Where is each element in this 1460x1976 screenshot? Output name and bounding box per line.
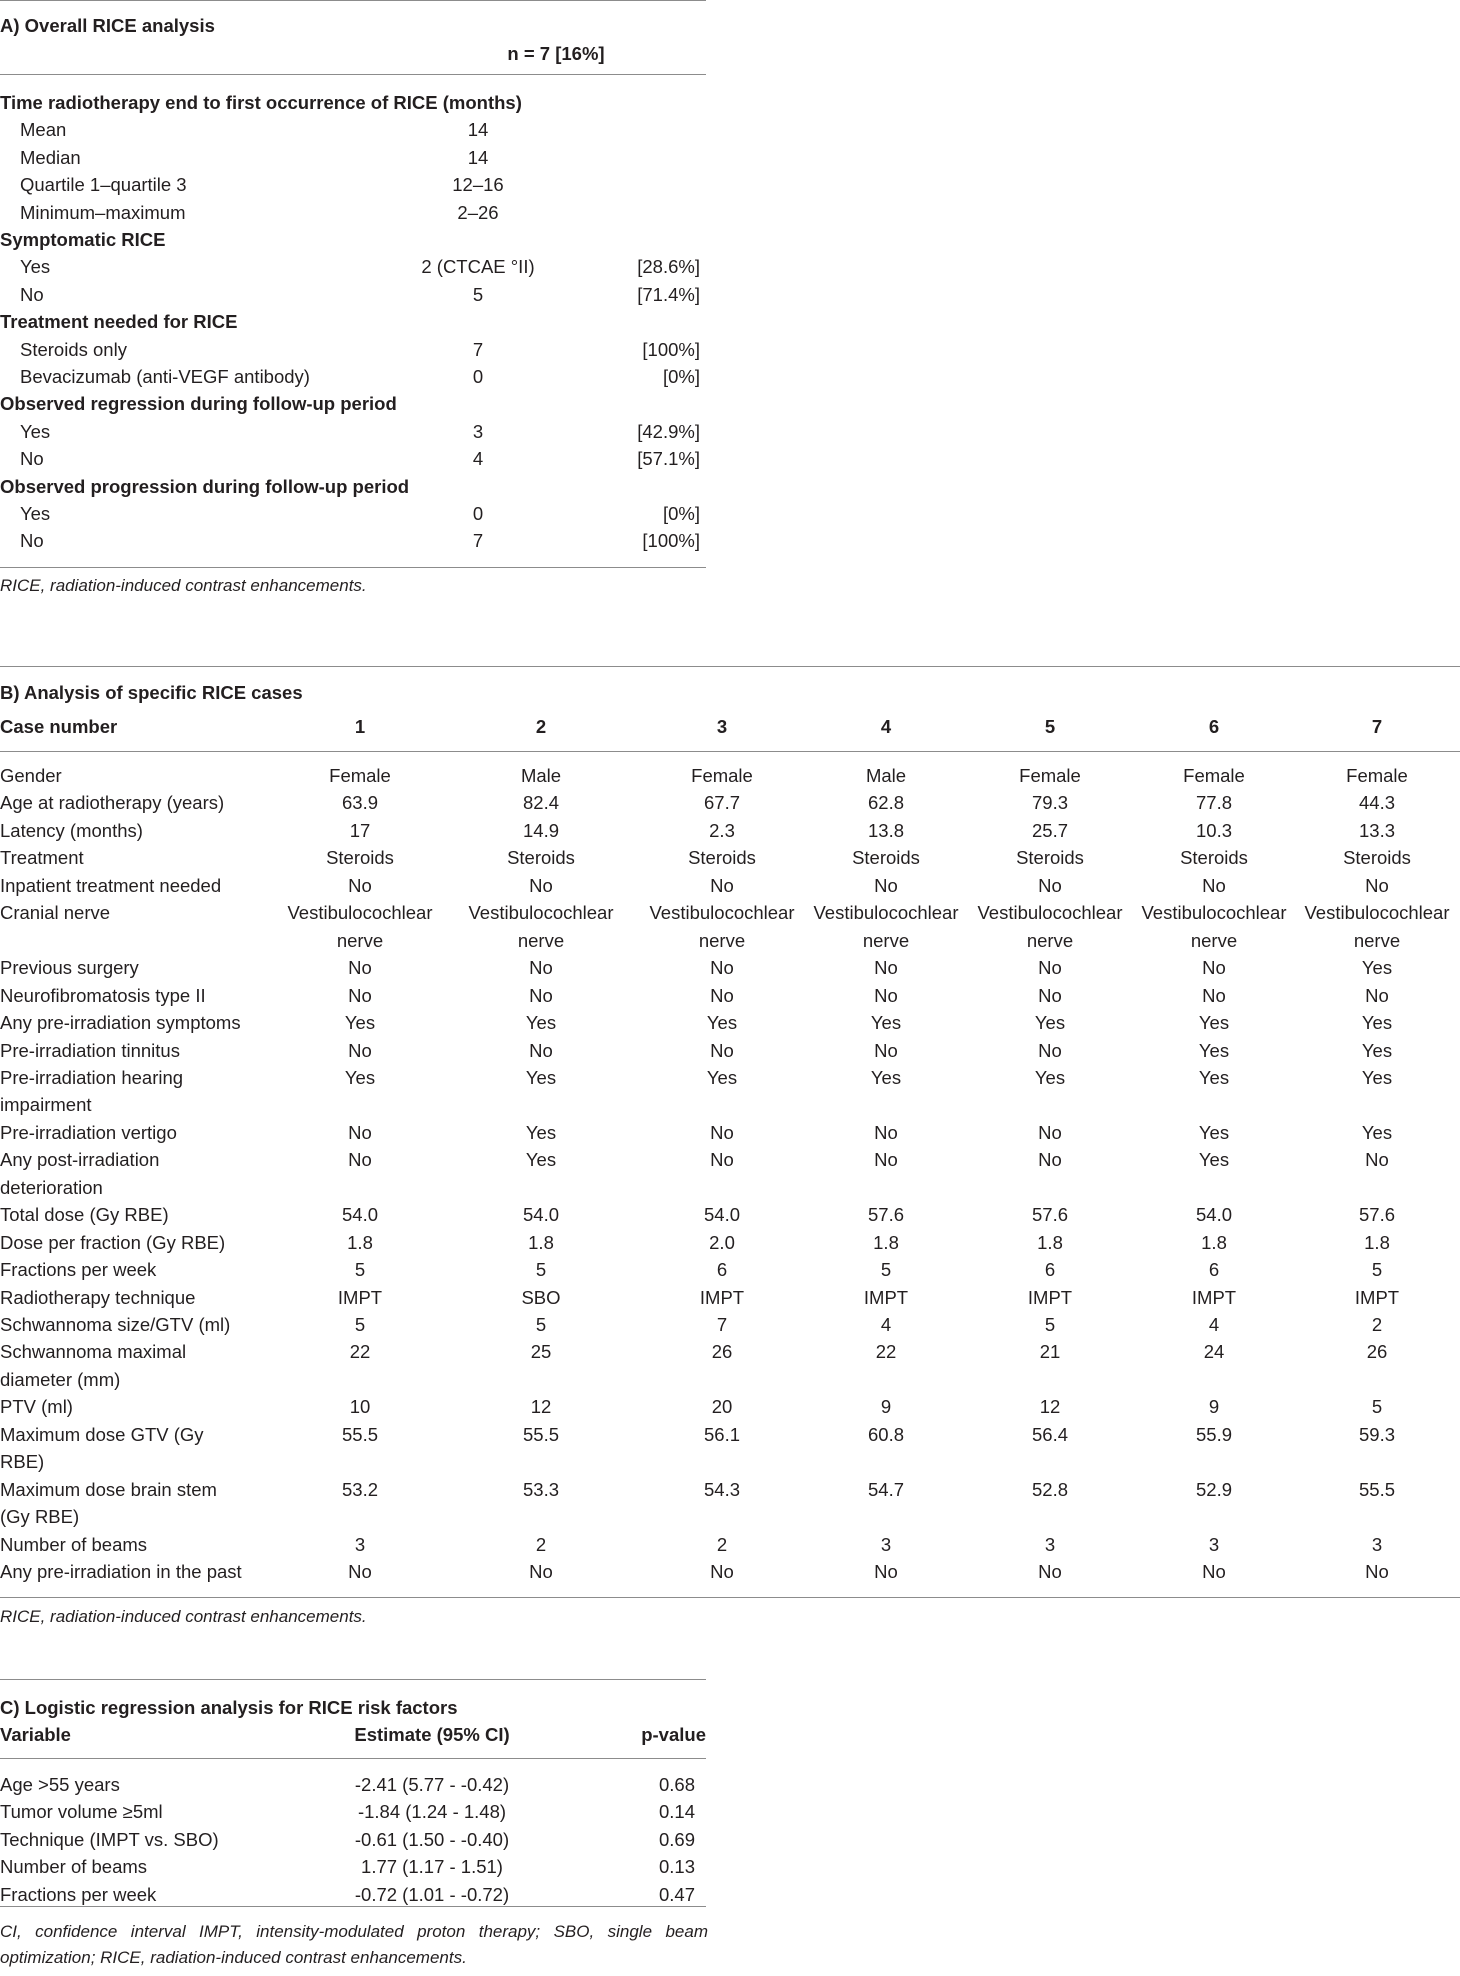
case-number-header: 4 — [880, 716, 892, 737]
row-label: RBE) — [0, 1451, 45, 1473]
section-c-header-estimate: Estimate (95% CI) — [354, 1724, 510, 1745]
case-4-value: Vestibulocochlear — [813, 902, 959, 924]
case-3-value: 20 — [711, 1396, 733, 1418]
case-1-value: 22 — [349, 1341, 371, 1363]
case-6-value: Steroids — [1180, 847, 1248, 869]
case-4-value: Male — [865, 765, 907, 786]
case-6-value: 3 — [1208, 1533, 1220, 1555]
case-3-value: No — [710, 1121, 734, 1143]
case-4-value: Yes — [870, 1012, 902, 1034]
case-1-value: No — [348, 957, 372, 979]
case-2-value: 14.9 — [522, 819, 560, 841]
case-3-value: 56.1 — [703, 1423, 741, 1445]
case-6-value: 55.9 — [1195, 1423, 1233, 1445]
section-b-header-label: Case number — [0, 716, 118, 737]
row-value: 0 — [472, 503, 484, 524]
row-label: Pre-irradiation vertigo — [0, 1121, 177, 1143]
p-value-cell: 0.47 — [658, 1883, 696, 1905]
case-7-value: Yes — [1361, 1039, 1393, 1061]
case-1-value: IMPT — [337, 1286, 383, 1308]
case-6-value: 4 — [1208, 1314, 1220, 1335]
case-2-value: No — [529, 957, 553, 979]
variable-cell: Age >55 years — [0, 1774, 120, 1795]
case-number-header: 7 — [1371, 716, 1383, 737]
case-2-value: 53.3 — [522, 1478, 560, 1500]
case-3-value: Steroids — [688, 847, 756, 869]
case-4-value: 62.8 — [867, 792, 905, 814]
case-6-value: 77.8 — [1195, 792, 1233, 814]
case-3-value: Vestibulocochlear — [649, 902, 795, 924]
case-6-value: Female — [1183, 765, 1245, 786]
case-2-value: Male — [520, 765, 562, 786]
case-5-value: 6 — [1044, 1259, 1056, 1281]
row-label: Bevacizumab (anti-VEGF antibody) — [20, 366, 310, 387]
case-4-value: No — [874, 874, 898, 896]
case-2-value: Steroids — [507, 847, 575, 869]
row-label: Neurofibromatosis type II — [0, 984, 206, 1006]
case-5-value: No — [1038, 1561, 1062, 1583]
case-2-value: Yes — [525, 1121, 557, 1143]
case-2-value: 25 — [530, 1341, 552, 1363]
case-6-value: Yes — [1198, 1066, 1230, 1088]
case-6-value: Yes — [1198, 1149, 1230, 1171]
case-6-value: 9 — [1208, 1396, 1220, 1418]
case-5-value: 25.7 — [1031, 819, 1069, 841]
case-6-value: Yes — [1198, 1012, 1230, 1034]
variable-cell: Fractions per week — [0, 1883, 157, 1905]
section-c-header-variable: Variable — [0, 1724, 71, 1745]
case-7-value: 13.3 — [1358, 819, 1396, 841]
section-a-title: A) Overall RICE analysis — [0, 15, 215, 36]
section-a-top-rule — [0, 0, 706, 1]
row-label: deterioration — [0, 1176, 103, 1198]
row-label: Cranial nerve — [0, 902, 111, 924]
case-5-value: No — [1038, 984, 1062, 1006]
case-1-value: No — [348, 1039, 372, 1061]
section-b-header-rule — [0, 751, 1460, 752]
case-3-value: 2.3 — [709, 819, 735, 841]
case-7-value: Yes — [1361, 1066, 1393, 1088]
case-5-value: Yes — [1034, 1066, 1066, 1088]
row-value: 5 — [472, 283, 484, 305]
row-label: Total dose (Gy RBE) — [0, 1204, 169, 1226]
case-7-value: Vestibulocochlear — [1304, 902, 1450, 924]
case-3-value: No — [710, 984, 734, 1006]
case-1-value: 3 — [354, 1533, 366, 1555]
case-3-value: No — [710, 1039, 734, 1061]
case-6-value: 52.9 — [1195, 1478, 1233, 1500]
row-value: 3 — [472, 420, 484, 442]
case-3-value: 7 — [716, 1314, 728, 1335]
row-value: 14 — [467, 146, 489, 168]
case-7-value: No — [1365, 1149, 1389, 1171]
row-label: Median — [20, 146, 81, 168]
section-c-footnote-line: CI, confidence interval IMPT, intensity-modulated proton therapy; SBO, single beam — [0, 1922, 708, 1941]
case-2-value: 5 — [535, 1259, 547, 1281]
row-value: 12–16 — [452, 174, 504, 196]
case-2-value: 2 — [535, 1533, 547, 1555]
case-7-value: 57.6 — [1358, 1204, 1396, 1226]
row-percent: [28.6%] — [637, 256, 700, 278]
case-3-value: 54.0 — [703, 1204, 741, 1226]
row-label: Minimum–maximum — [20, 201, 186, 223]
case-7-value: Yes — [1361, 1012, 1393, 1034]
row-label: Radiotherapy technique — [0, 1286, 196, 1308]
case-6-value: No — [1202, 957, 1226, 979]
case-6-value: nerve — [1190, 929, 1238, 951]
row-percent: [100%] — [642, 338, 700, 360]
estimate-cell: -2.41 (5.77 - -0.42) — [354, 1774, 510, 1795]
section-a-header-rule — [0, 74, 706, 75]
row-label: Schwannoma size/GTV (ml) — [0, 1314, 231, 1335]
variable-cell: Technique (IMPT vs. SBO) — [0, 1828, 219, 1850]
case-2-value: 55.5 — [522, 1423, 560, 1445]
section-b-footnote: RICE, radiation-induced contrast enhancements. — [0, 1607, 367, 1626]
case-5-value: 3 — [1044, 1533, 1056, 1555]
section-c-header-pvalue: p-value — [641, 1724, 706, 1745]
case-2-value: No — [529, 1039, 553, 1061]
case-7-value: No — [1365, 874, 1389, 896]
case-6-value: Yes — [1198, 1121, 1230, 1143]
case-6-value: No — [1202, 1561, 1226, 1583]
case-3-value: 54.3 — [703, 1478, 741, 1500]
case-4-value: Steroids — [852, 847, 920, 869]
case-3-value: No — [710, 1149, 734, 1171]
row-label: No — [20, 448, 44, 470]
case-4-value: 1.8 — [873, 1231, 899, 1253]
section-a-footnote: RICE, radiation-induced contrast enhancements. — [0, 576, 367, 595]
case-7-value: 44.3 — [1358, 792, 1396, 814]
case-4-value: 57.6 — [867, 1204, 905, 1226]
case-4-value: 54.7 — [867, 1478, 905, 1500]
case-5-value: No — [1038, 1149, 1062, 1171]
case-7-value: 59.3 — [1358, 1423, 1396, 1445]
row-label: No — [20, 530, 44, 552]
estimate-cell: 1.77 (1.17 - 1.51) — [361, 1856, 503, 1878]
p-value-cell: 0.68 — [658, 1774, 696, 1795]
p-value-cell: 0.13 — [658, 1856, 696, 1878]
case-6-value: Vestibulocochlear — [1141, 902, 1287, 924]
section-b-title: B) Analysis of specific RICE cases — [0, 682, 303, 703]
case-5-value: 1.8 — [1037, 1231, 1063, 1253]
case-3-value: Yes — [706, 1066, 738, 1088]
row-label: Treatment — [0, 847, 84, 869]
row-label: Pre-irradiation hearing — [0, 1066, 184, 1088]
case-1-value: Yes — [344, 1066, 376, 1088]
case-2-value: Vestibulocochlear — [468, 902, 614, 924]
case-4-value: No — [874, 1039, 898, 1061]
section-a-bottom-rule — [0, 567, 706, 568]
case-4-value: 60.8 — [867, 1423, 905, 1445]
row-value: 14 — [467, 119, 489, 141]
case-1-value: 53.2 — [341, 1478, 379, 1500]
row-label: Yes — [20, 256, 51, 278]
row-label: Previous surgery — [0, 957, 139, 979]
row-label: Schwannoma maximal — [0, 1341, 187, 1363]
case-1-value: 54.0 — [341, 1204, 379, 1226]
row-label: (Gy RBE) — [0, 1506, 80, 1528]
case-2-value: 12 — [530, 1396, 552, 1418]
case-1-value: Steroids — [326, 847, 394, 869]
case-4-value: 5 — [880, 1259, 892, 1281]
row-label: Gender — [0, 765, 62, 786]
case-1-value: No — [348, 874, 372, 896]
row-label: Pre-irradiation tinnitus — [0, 1039, 180, 1061]
case-2-value: No — [529, 1561, 553, 1583]
row-label: Inpatient treatment needed — [0, 874, 222, 896]
case-1-value: No — [348, 1561, 372, 1583]
case-7-value: Female — [1346, 765, 1408, 786]
case-6-value: IMPT — [1191, 1286, 1237, 1308]
case-2-value: No — [529, 874, 553, 896]
case-2-value: 5 — [535, 1314, 547, 1335]
case-7-value: 1.8 — [1364, 1231, 1390, 1253]
row-value: 2 (CTCAE °II) — [421, 256, 535, 278]
case-4-value: 22 — [875, 1341, 897, 1363]
case-7-value: 2 — [1371, 1314, 1383, 1335]
row-percent: [100%] — [642, 530, 700, 552]
row-value: 4 — [472, 448, 484, 470]
section-c-top-rule — [0, 1679, 706, 1680]
case-1-value: Vestibulocochlear — [287, 902, 433, 924]
case-number-header: 5 — [1044, 716, 1056, 737]
case-5-value: 57.6 — [1031, 1204, 1069, 1226]
case-6-value: No — [1202, 874, 1226, 896]
row-label: Yes — [20, 503, 51, 524]
case-1-value: No — [348, 1149, 372, 1171]
case-1-value: 5 — [354, 1314, 366, 1335]
case-5-value: 21 — [1039, 1341, 1061, 1363]
row-heading: Time radiotherapy end to first occurrence of RICE (months) — [0, 92, 522, 113]
case-7-value: Yes — [1361, 1121, 1393, 1143]
case-4-value: IMPT — [863, 1286, 909, 1308]
case-6-value: No — [1202, 984, 1226, 1006]
case-4-value: No — [874, 957, 898, 979]
case-3-value: No — [710, 1561, 734, 1583]
case-4-value: No — [874, 1149, 898, 1171]
case-5-value: 56.4 — [1031, 1423, 1069, 1445]
section-c-header-rule — [0, 1758, 706, 1759]
case-7-value: No — [1365, 984, 1389, 1006]
case-1-value: 1.8 — [347, 1231, 373, 1253]
case-1-value: 10 — [349, 1396, 371, 1418]
row-percent: [0%] — [662, 366, 700, 387]
case-5-value: Yes — [1034, 1012, 1066, 1034]
estimate-cell: -1.84 (1.24 - 1.48) — [357, 1801, 507, 1823]
case-4-value: No — [874, 984, 898, 1006]
case-5-value: 79.3 — [1031, 792, 1069, 814]
row-label: Number of beams — [0, 1533, 148, 1555]
row-label: Age at radiotherapy (years) — [0, 792, 225, 814]
case-5-value: No — [1038, 874, 1062, 896]
case-4-value: 3 — [880, 1533, 892, 1555]
case-7-value: IMPT — [1354, 1286, 1400, 1308]
estimate-cell: -0.61 (1.50 - -0.40) — [354, 1828, 510, 1850]
case-number-header: 1 — [354, 716, 366, 737]
row-label: Any pre-irradiation in the past — [0, 1561, 242, 1583]
row-label: Steroids only — [20, 338, 127, 360]
case-1-value: No — [348, 1121, 372, 1143]
case-1-value: No — [348, 984, 372, 1006]
case-6-value: 6 — [1208, 1259, 1220, 1281]
row-label: Quartile 1–quartile 3 — [20, 174, 187, 196]
row-value: 7 — [472, 338, 484, 360]
section-a-n-header: n = 7 [16%] — [507, 43, 605, 64]
row-percent: [0%] — [662, 503, 700, 524]
case-7-value: 5 — [1371, 1259, 1383, 1281]
case-2-value: 54.0 — [522, 1204, 560, 1226]
case-3-value: 2 — [716, 1533, 728, 1555]
case-2-value: Yes — [525, 1149, 557, 1171]
case-1-value: Female — [329, 765, 391, 786]
case-7-value: Steroids — [1343, 847, 1411, 869]
case-4-value: 9 — [880, 1396, 892, 1418]
case-2-value: 1.8 — [528, 1231, 554, 1253]
case-4-value: 4 — [880, 1314, 892, 1335]
case-number-header: 2 — [535, 716, 547, 737]
case-5-value: 5 — [1044, 1314, 1056, 1335]
row-label: Any pre-irradiation symptoms — [0, 1012, 241, 1034]
case-6-value: Yes — [1198, 1039, 1230, 1061]
case-3-value: 2.0 — [709, 1231, 735, 1253]
case-4-value: No — [874, 1561, 898, 1583]
case-4-value: 13.8 — [867, 819, 905, 841]
case-6-value: 10.3 — [1195, 819, 1233, 841]
section-c-title: C) Logistic regression analysis for RICE risk factors — [0, 1697, 458, 1718]
case-5-value: Steroids — [1016, 847, 1084, 869]
case-7-value: Yes — [1361, 957, 1393, 979]
case-5-value: No — [1038, 957, 1062, 979]
case-1-value: 5 — [354, 1259, 366, 1281]
row-label: Maximum dose GTV (Gy — [0, 1423, 204, 1445]
section-b-bottom-rule — [0, 1597, 1460, 1598]
case-5-value: Female — [1019, 765, 1081, 786]
case-3-value: Yes — [706, 1012, 738, 1034]
case-2-value: SBO — [521, 1286, 561, 1308]
case-7-value: 3 — [1371, 1533, 1383, 1555]
case-3-value: Female — [691, 765, 753, 786]
case-1-value: Yes — [344, 1012, 376, 1034]
case-5-value: Vestibulocochlear — [977, 902, 1123, 924]
row-heading: Symptomatic RICE — [0, 229, 166, 250]
case-7-value: 26 — [1366, 1341, 1388, 1363]
case-1-value: 17 — [349, 819, 371, 841]
case-3-value: 67.7 — [703, 792, 741, 814]
row-label: Dose per fraction (Gy RBE) — [0, 1231, 226, 1253]
variable-cell: Number of beams — [0, 1856, 148, 1878]
case-4-value: No — [874, 1121, 898, 1143]
row-value: 7 — [472, 530, 484, 552]
row-label: impairment — [0, 1094, 92, 1116]
case-3-value: 26 — [711, 1341, 733, 1363]
case-2-value: No — [529, 984, 553, 1006]
section-c-footnote-line: optimization; RICE, radiation-induced contrast enhancements. — [0, 1948, 467, 1967]
case-5-value: nerve — [1026, 929, 1074, 951]
case-6-value: 54.0 — [1195, 1204, 1233, 1226]
row-label: Mean — [20, 119, 67, 141]
case-3-value: No — [710, 957, 734, 979]
case-5-value: 12 — [1039, 1396, 1061, 1418]
row-heading: Observed progression during follow-up period — [0, 475, 410, 497]
row-value: 0 — [472, 366, 484, 387]
row-label: Fractions per week — [0, 1259, 157, 1281]
case-7-value: No — [1365, 1561, 1389, 1583]
row-value: 2–26 — [457, 201, 499, 223]
case-5-value: IMPT — [1027, 1286, 1073, 1308]
case-6-value: 1.8 — [1201, 1231, 1227, 1253]
case-3-value: No — [710, 874, 734, 896]
row-percent: [57.1%] — [637, 448, 700, 470]
case-5-value: No — [1038, 1039, 1062, 1061]
case-1-value: nerve — [336, 929, 384, 951]
case-number-header: 3 — [716, 716, 728, 737]
case-4-value: Yes — [870, 1066, 902, 1088]
row-percent: [71.4%] — [637, 283, 700, 305]
case-5-value: No — [1038, 1121, 1062, 1143]
row-heading: Observed regression during follow-up period — [0, 393, 397, 415]
case-2-value: Yes — [525, 1012, 557, 1034]
case-7-value: 55.5 — [1358, 1478, 1396, 1500]
row-label: PTV (ml) — [0, 1396, 73, 1418]
estimate-cell: -0.72 (1.01 - -0.72) — [354, 1883, 510, 1905]
section-b-top-rule — [0, 666, 1460, 667]
case-2-value: nerve — [517, 929, 565, 951]
case-2-value: Yes — [525, 1066, 557, 1088]
case-3-value: IMPT — [699, 1286, 745, 1308]
row-heading: Treatment needed for RICE — [0, 311, 238, 333]
section-c-bottom-rule — [0, 1906, 706, 1907]
case-4-value: nerve — [862, 929, 910, 951]
case-3-value: nerve — [698, 929, 746, 951]
row-percent: [42.9%] — [637, 420, 700, 442]
case-number-header: 6 — [1208, 716, 1220, 737]
row-label: Yes — [20, 420, 51, 442]
case-1-value: 55.5 — [341, 1423, 379, 1445]
row-label: Maximum dose brain stem — [0, 1478, 217, 1500]
p-value-cell: 0.69 — [658, 1828, 696, 1850]
case-3-value: 6 — [716, 1259, 728, 1281]
case-5-value: 52.8 — [1031, 1478, 1069, 1500]
case-1-value: 63.9 — [341, 792, 379, 814]
row-label: Any post-irradiation — [0, 1149, 160, 1171]
row-label: Latency (months) — [0, 819, 143, 841]
variable-cell: Tumor volume ≥5ml — [0, 1801, 163, 1823]
case-7-value: 5 — [1371, 1396, 1383, 1418]
case-7-value: nerve — [1353, 929, 1401, 951]
row-label: diameter (mm) — [0, 1368, 121, 1390]
case-6-value: 24 — [1203, 1341, 1225, 1363]
p-value-cell: 0.14 — [658, 1801, 696, 1823]
row-label: No — [20, 283, 44, 305]
case-2-value: 82.4 — [522, 792, 560, 814]
section-c-footnote — [0, 1919, 708, 1971]
